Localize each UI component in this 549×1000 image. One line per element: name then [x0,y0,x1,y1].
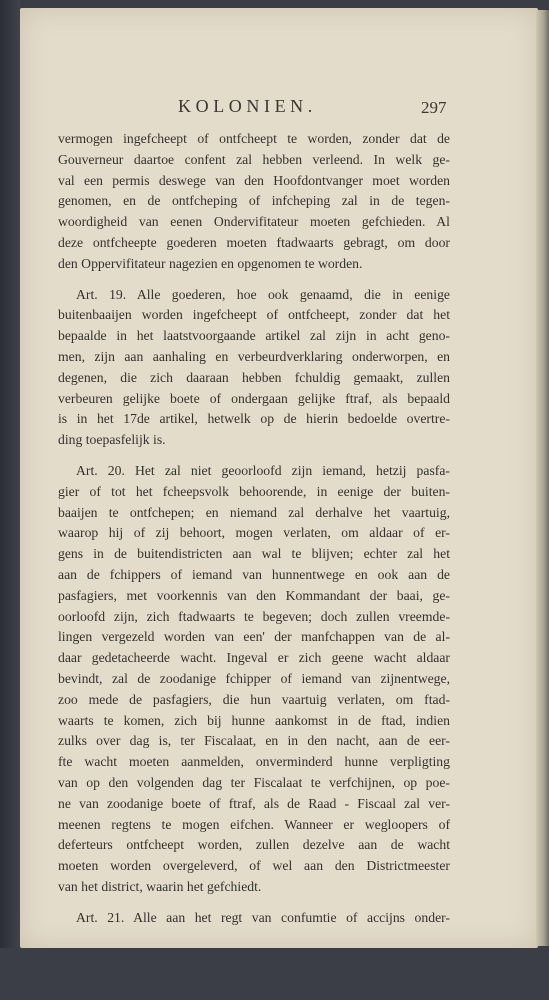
text-line: deferteurs ontfcheept worden, zullen dezelve aan de wacht [58,837,450,853]
text-line: meenen regtens te mogen eifchen. Wanneer er wegloopers of [58,816,450,832]
paragraph-article-21 [58,908,450,929]
text-line: ding toepasfelijk is. [58,432,166,448]
text-line: van het district, waarin het gefchiedt. [58,878,262,894]
page-number: 297 [421,98,447,117]
text-line: pasfagiers, met voorkennis van den Kommandant der baai, ge- [58,587,450,603]
text-line: Art. 19. Alle goederen, hoe ook genaamd, die in eenige [76,286,450,302]
page-edge [536,10,549,946]
text-line: Art. 20. Het zal niet geoorloofd zijn iemand, hetzij pasfa- [76,462,450,478]
text-line: waarts te komen, zich bij hunne aankomst in de ftad, indien [58,712,450,728]
paragraph-article-19 [58,285,450,451]
text-line: den Oppervifitateur nagezien en opgenomen te worden. [58,255,363,271]
text-line: vermogen ingefcheept of ontfcheept te worden, zonder dat de [58,131,450,146]
scan-background-bottom [0,948,549,1000]
running-title: KOLONIEN. [178,96,317,116]
text-line: verbeuren gelijke boete of ondergaan gelijke ftraf, als bepaald [58,390,450,406]
text-line: waarop hij of zij behoort, mogen verlaten, om aldaar of er- [58,525,450,541]
text-line: aan de fchippers of iemand van hunnentwege en ook aan de [58,566,450,582]
text-line: van op den volgenden dag ter Fiscalaat te verfchijnen, op poe- [58,774,450,790]
text-line: genomen, en de ontfcheping of infcheping zal in de tegen- [58,193,450,209]
text-line: daar gedetacheerde wacht. Ingeval er zich geene wacht aldaar [58,650,450,666]
text-line: lingen vergezeld worden van een' der manfchappen van de al- [58,629,450,645]
text-line: buitenbaaijen worden ingefcheept of ontfcheept, zonder dat het [58,307,450,323]
body-text [58,129,450,938]
text-line: men, zijn aan aanhaling en verbeurdverklaring onderworpen, en [58,348,450,364]
text-line: zoo mede de pasfagiers, die hun vaartuig verlaten, om ftad- [58,691,450,707]
text-line: is in het 17de artikel, hetwelk op de hierin bedoelde overtre- [58,411,450,427]
paragraph-article-20 [58,461,450,898]
text-line: zulks over dag is, ter Fiscalaat, en in den nacht, aan de eer- [58,733,450,749]
text-line: gier of tot het fcheepsvolk behoorende, in eenige der buiten- [58,483,450,499]
text-line: ne van zoodanige boete of ftraf, als de Raad - Fiscaal zal ver- [58,795,450,811]
text-line: degenen, die zich daaraan hebben fchuldig gemaakt, zullen [58,369,450,385]
text-line: bevindt, zal de zoodanige fchipper of iemand van zijnentwege, [58,670,450,686]
text-line: fte wacht moeten aanmelden, onverminderd hunne verpligting [58,754,450,770]
text-line: gens in de buitendistricten aan wal te blijven; echter zal het [58,546,450,562]
text-line: moeten worden overgeleverd, of wel aan den Districtmeester [58,858,450,874]
text-line: baaijen te ontfchepen; en niemand zal derhalve het vaartuig, [58,504,450,520]
scan-background-left [0,0,20,1000]
text-line: val een permis deswege van den Hoofdontvanger moet worden [58,172,450,188]
book-page [20,8,538,948]
text-line: bepaalde in het laatstvoorgaande artikel zal zijn in acht geno- [58,328,450,344]
text-line: Gouverneur daartoe confent zal hebben verleend. In welk ge- [58,151,450,167]
text-line: woordigheid van eenen Ondervifitateur moeten gefchieden. Al [58,214,450,230]
text-line: oorloofd zijn, zich ftadwaarts te begeven; doch zullen vreemde- [58,608,450,624]
paragraph-continuation [58,129,450,275]
text-line: deze ontfcheepte goederen moeten ftadwaarts gebragt, om door [58,234,450,250]
page-header [20,96,538,120]
text-line: Art. 21. Alle aan het regt van confumtie of accijns onder- [76,909,450,925]
